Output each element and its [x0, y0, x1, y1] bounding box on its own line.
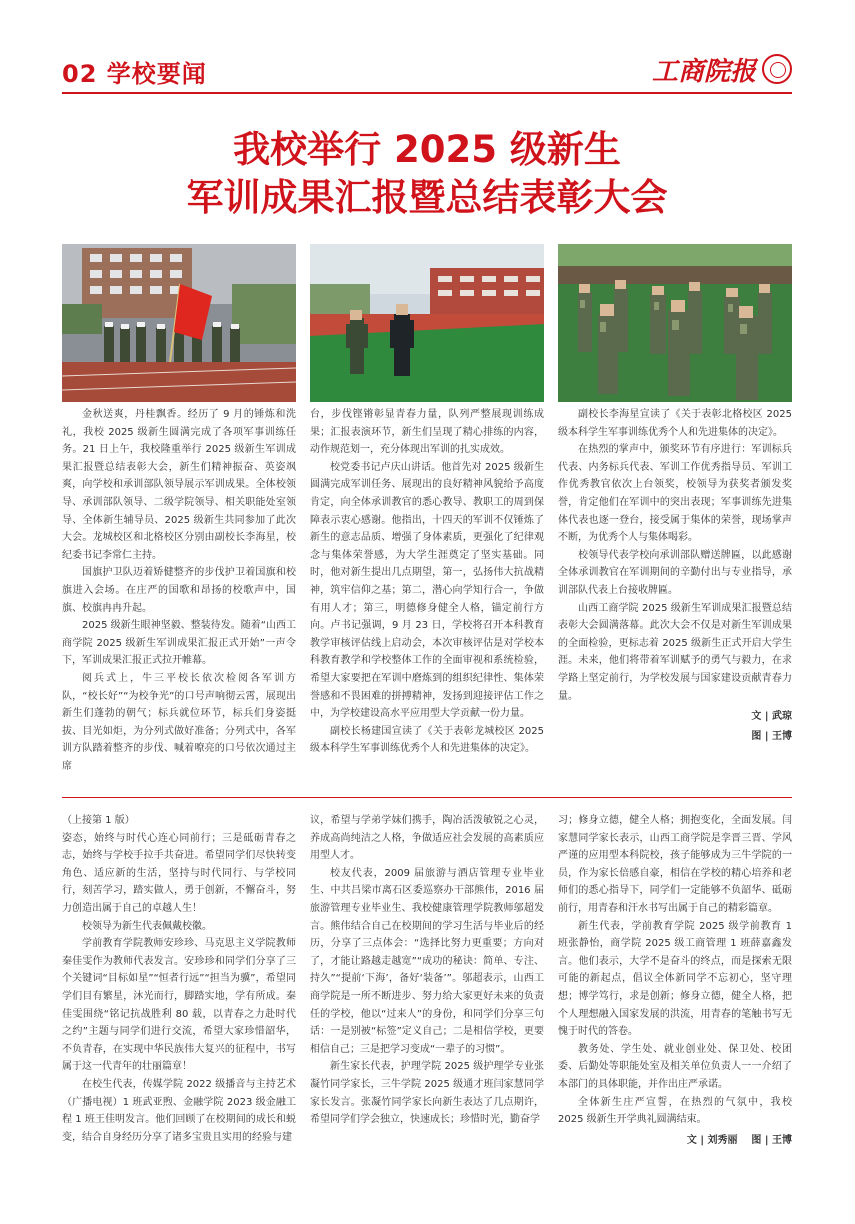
paragraph: 副校长李海星宣读了《关于表彰北格校区 2025 级本科学生军事训练优秀个人和先进集体的决定》。	[558, 409, 792, 438]
photo-drill	[558, 244, 792, 402]
paragraph: 习；修身立德，健全人格；拥抱变化，全面发展。闫家慧同学家长表示，山西工商学院是孪晋三晋、学风严谨的应用型本科院校，孩子能够成为三牛学院的一员，作为家长倍感自豪，相信在学校的精心培养和老师们的悉心指导下，同学们一定能够不负韶华、砥砺前行，用青春和汗水书写出属于自己的精彩篇章。	[558, 815, 792, 914]
school-seal-icon	[762, 54, 792, 84]
headline-line-2: 军训成果汇报暨总结表彰大会	[186, 176, 668, 219]
paragraph: 新生家长代表，护理学院 2025 级护理学专业张凝竹同学家长，三牛学院 2025 级通才班闫家慧同学家长发言。张凝竹同学家长向新生表达了几点期许，希望同学们学会独立，快速成长；珍惜时光，勤奋学	[310, 1061, 544, 1126]
paragraph: 山西工商学院 2025 级新生军训成果汇报暨总结表彰大会圆满落幕。此次大会不仅是对新生军训成果的全面检验，更标志着 2025 级新生正式开启大学生涯。未来，他们将带着军训赋予的勇气与毅力，在求学路上坚定前行，为学校发展与国家建设贡献青春力量。	[558, 602, 792, 702]
paragraph: 金秋送爽，丹桂飘香。经历了 9 月的锤炼和洗礼，我校 2025 级新生圆满完成了各项军事训练任务。21 日上午，我校隆重举行 2025 级新生军训成果汇报暨总结表彰大会，新生们精神振奋、英姿飒爽，向学校和承训部队领导展示军训成果。全体校领导、承训部队领导、二级学院领导、相关职能处室领导、全体新生辅导员、2025 级新生共同参加了此次大会。龙城校区和北格校区分别由副校长李海星，校纪委书记李常仁主持。	[62, 409, 296, 561]
photo-flag-guard	[62, 244, 296, 402]
paragraph: 全体新生庄严宣誓，在热烈的气氛中，我校 2025 级新生开学典礼圆满结束。	[558, 1096, 792, 1126]
article-headline	[62, 126, 792, 222]
article-column-3	[558, 406, 792, 745]
paragraph: 国旗护卫队迈着矫健整齐的步伐护卫着国旗和校旗进入会场。在庄严的国歌和昂扬的校歌声中，国旗、校旗冉冉升起。	[62, 567, 296, 614]
paragraph: 在校生代表，传媒学院 2022 级播音与主持艺术（广播电视）1 班武亚煦、金融学院 2023 级金融工程 1 班王佳明发言。他们回顾了在校期间的成长和蜕变，结合自身经历分享了诸多宝贵且实用的经验与建	[62, 1078, 296, 1143]
paragraph: 校友代表，2009 届旅游与酒店管理专业毕业生、中共吕梁市离石区委巡察办干部熊伟，2016 届旅游管理专业毕业生、我校健康管理学院教师邬超发言。熊伟结合自己在校期间的学习生活与毕业后的经历，分享了三点体会：“选择比努力更重要；方向对了，才能让路越走越宽”“成功的秘诀：简单、专注、持久”“提前‘下海’，备好‘装备’”。邬超表示，山西工商学院是一所不断进步、努力给大家更好未来的负责任的学校，他以“过来人”的身份，和同学们分享三句话：一是别被“标签”定义自己；二是相信学校，更要相信自己；三是把学习变成“一辈子的习惯”。	[310, 867, 544, 1055]
section-divider	[62, 797, 792, 798]
photo-review	[310, 244, 544, 402]
page-header	[62, 52, 792, 88]
byline-writer: 文 | 武琼	[751, 711, 792, 723]
header-rule	[62, 92, 792, 94]
article-column-2	[310, 406, 544, 758]
paragraph: 校领导为新生代表佩戴校徽。	[82, 920, 212, 932]
continued-column-3	[558, 812, 792, 1149]
paragraph: 校领导代表学校向承训部队赠送牌匾，以此感谢全体承训教官在军训期间的辛勤付出与专业指导，承训部队代表上台接收牌匾。	[558, 549, 792, 596]
paragraph: 学前教育学院教师安珍珍、马克思主义学院教师秦佳雯作为教师代表发言。安珍珍和同学们分享了三个关键词“目标如星”“恒者行远”“担当为骥”，希望同学们目有繁星，沐光而行，脚踏实地，学有所成。秦佳雯围绕“铭记抗战胜利 80 载，以青春之力赴时代之约”主题与同学们进行交流，希望大家珍惜韶华，不负青春，在实现中华民族伟大复兴的征程中，书写属于这一代青年的壮丽篇章！	[62, 938, 296, 1073]
section-title: 02 学校要闻	[62, 60, 207, 88]
paragraph: 2025 级新生眼神坚毅、整装待发。随着“山西工商学院 2025 级新生军训成果汇报正式开始”一声令下，军训成果汇报正式拉开帷幕。	[62, 620, 296, 667]
paragraph: 新生代表，学前教育学院 2025 级学前教育 1 班张静怡，商学院 2025 级工商管理 1 班薛嘉鑫发言。他们表示，大学不是奋斗的终点，而是探索无限可能的新起点，倡议全体新同学不忘初心，坚守理想；博学笃行，求是创新；修身立德，健全人格，把个人理想融入国家发展的洪流，用青春的笔触书写无愧于时代的答卷。	[558, 920, 792, 1038]
paragraph: 副校长杨建国宣读了《关于表彰龙城校区 2025 级本科学生军事训练优秀个人和先进集体的决定》。	[310, 725, 544, 755]
byline: 文 | 刘秀丽 图 | 王博	[686, 1134, 792, 1146]
newspaper-logo	[652, 52, 792, 86]
article-column-1	[62, 406, 296, 775]
headline-line-1: 我校举行 2025 级新生	[233, 128, 621, 171]
continued-column-1	[62, 812, 296, 1146]
paragraph: 姿态，始终与时代心连心同前行；三是砥砺青春之志，始终与学校手拉手共奋进。希望同学们尽快转变角色、适应新的生活，坚持与时代同行、与学校同行，刻苦学习，踏实做人，勇于创新，不懈奋斗，努力创造出属于自己的卓越人生！	[62, 832, 296, 914]
continued-column-2	[310, 812, 544, 1129]
paragraph: 台，步伐铿锵彰显青春力量，队列严整展现训练成果；汇报表演环节，新生们呈现了精心排练的内容，动作规范划一，充分体现出军训的扎实成效。	[310, 409, 544, 456]
paragraph: 校党委书记卢庆山讲话。他首先对 2025 级新生圆满完成军训任务、展现出的良好精神风貌给予高度肯定，向全体承训教官的悉心教导、教职工的周到保障表示衷心感谢。他指出，十四天的军训不仅锤炼了新生的意志品质、增强了身体素质，更强化了纪律观念与集体荣誉感，为大学生涯奠定了坚实基础。同时，他对新生提出几点期望，第一，弘扬伟大抗战精神，筑牢信仰之基；第二，潜心向学知行合一，争做有用人才；第三，明德修身健全人格，锚定前行方向。卢书记强调，9 月 23 日，学校将召开本科教育教学审核评估线上启动会，本次审核评估是对学校本科教育教学和学校整体工作的全面审视和系统检验，希望大家要把在军训中磨炼到的组织纪律性、集体荣誉感和不畏困难的拼搏精神，发扬到迎接评估工作之中，为学校建设高水平应用型大学贡献一份力量。	[310, 461, 544, 720]
paragraph: 教务处、学生处、就业创业处、保卫处、校团委、后勤处等职能处室及相关单位负责人一一介绍了本部门的具体职能，并作出庄严承诺。	[558, 1043, 792, 1090]
continued-note: （上接第 1 版）	[62, 815, 135, 826]
paragraph: 在热烈的掌声中，颁奖环节有序进行：军训标兵代表、内务标兵代表、军训工作优秀指导员、军训工作优秀教官依次上台领奖，校领导为获奖者颁发奖誉，肯定他们在军训中的突出表现；军事训练先进集体代表也逐一登台，接受属于集体的荣誉，现场掌声不断，为优秀个人与集体喝彩。	[558, 444, 792, 544]
logo-text: 工商院报	[651, 56, 756, 87]
byline-photographer: 图 | 王博	[751, 731, 792, 743]
paragraph: 阅兵式上，牛三平校长依次检阅各军训方队，“校长好”“为校争光”的口号声响彻云霄，展现出新生们蓬勃的朝气；标兵就位环节，标兵们身姿挺拔、目光如炬，为分列式做好准备；分列式中，各军训方队踏着整齐的步伐、喊着嘹亮的口号依次通过主席	[62, 672, 296, 772]
paragraph: 议，希望与学弟学妹们携手，陶冶活泼敏锐之心灵，养成高尚纯洁之人格，争做适应社会发展的高素质应用型人才。	[310, 815, 544, 862]
